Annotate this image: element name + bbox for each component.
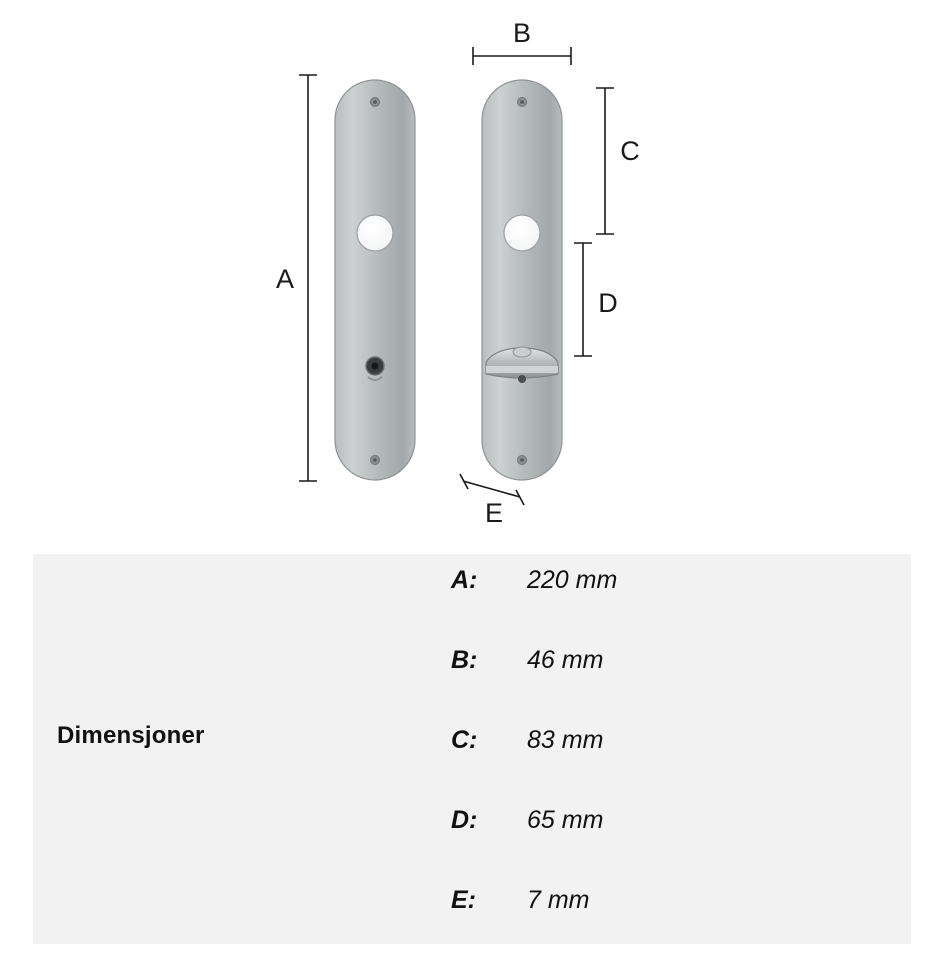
right-plate-graphic [482,80,562,480]
dimension-a-label: A [275,264,295,294]
dimension-row [451,726,891,806]
dimensions-list [451,566,891,966]
dimension-c-label: C [620,136,640,166]
dimension-value: 220 mm [527,566,618,594]
dimension-c [596,88,640,234]
dimension-row [451,806,891,886]
dimensions-title: Dimensjoner [57,722,205,749]
dimension-value: 65 mm [527,806,604,834]
dimension-row [451,566,891,646]
dimension-e-label: E [484,498,504,528]
dimension-key: D: [451,806,478,834]
dimension-key: E: [451,886,476,914]
dimension-value: 7 mm [527,886,590,914]
dimension-key: B: [451,646,478,674]
dimension-row [451,886,891,966]
dimension-d-label: D [598,288,618,318]
dimension-a [276,75,317,481]
dimension-b-label: B [512,18,532,48]
dimension-b [473,18,571,65]
dimension-value: 46 mm [527,646,604,674]
dimension-e [460,474,524,528]
dimension-row [451,646,891,726]
dimension-value: 83 mm [527,726,604,754]
dimension-key: A: [451,566,478,594]
dimension-d [574,243,618,356]
dimension-key: C: [451,726,478,754]
dimensions-panel [33,554,911,944]
left-plate-graphic [335,80,415,480]
